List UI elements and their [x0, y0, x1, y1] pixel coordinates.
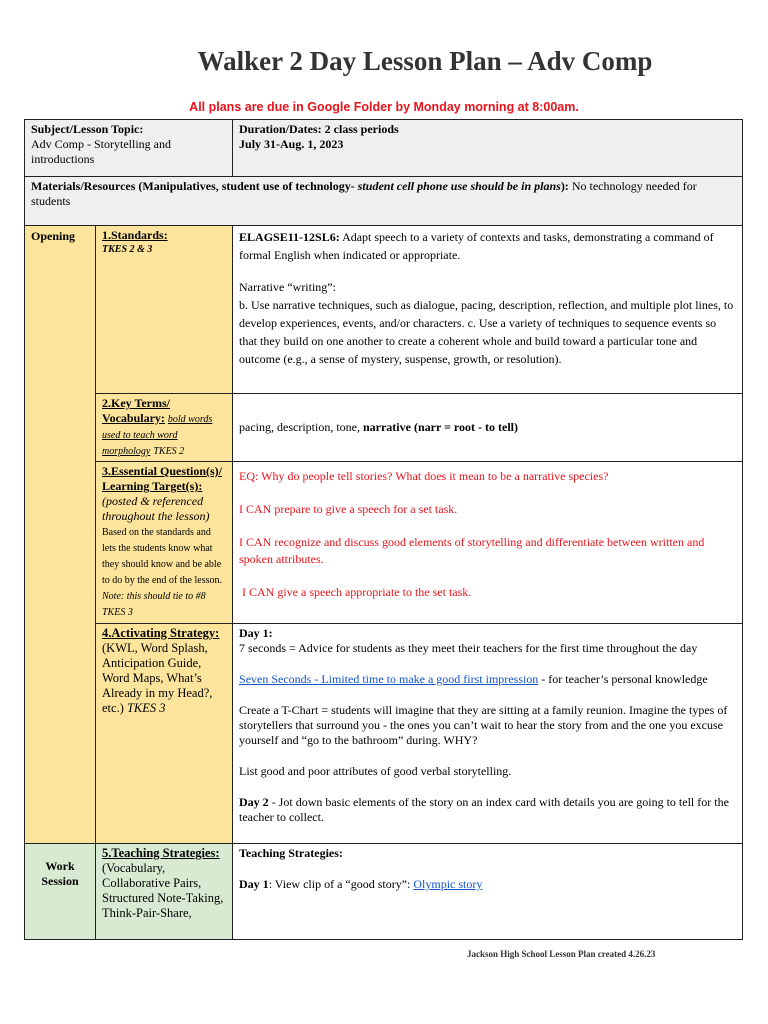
- teaching-content-cell: [233, 844, 743, 940]
- work-session-label: Work Session: [25, 844, 96, 940]
- teaching-list: (Vocabulary, Collaborative Pairs, Structured Note-Taking, Think-Pair-Share,: [102, 861, 224, 920]
- materials-label-end: ):: [560, 179, 569, 193]
- materials-value: No technology needed for students: [31, 179, 697, 208]
- standards-tkes: TKES 2 & 3: [102, 244, 153, 255]
- activating-heading: 4.Activating Strategy:: [102, 626, 220, 640]
- standards-heading: 1.Standards:: [102, 228, 168, 242]
- tchart-text: Create a T-Chart = students will imagine that they are sitting at a family reunion. Imagine the types of storytellers that surround you - the ones you can’t wait to hear the story from and the one you excuse yourself and “go to the bathroom” during. WHY?: [239, 703, 728, 747]
- teaching-day1-text: : View clip of a “good story”:: [268, 877, 411, 891]
- teaching-heading: 5.Teaching Strategies:: [102, 846, 220, 860]
- can-2: I CAN recognize and discuss good elements of storytelling and differentiate between written and spoken attributes.: [239, 535, 705, 566]
- lesson-plan-table: [24, 119, 743, 940]
- footer-text: Jackson High School Lesson Plan created 4.26.23: [467, 949, 656, 959]
- header-row: [25, 120, 743, 177]
- key-terms-row: [25, 394, 743, 462]
- subject-cell: [25, 120, 233, 177]
- essential-row: [25, 462, 743, 624]
- standards-text2: b. Use narrative techniques, such as dialogue, pacing, description, reflection, and multiple plot lines, to develop experiences, events, and/or characters. c. Use a variety of techniques to sequence events so that they build on one another to create a coherent whole and build toward a particular tone and outcome (e.g., a sense of mystery, suspense, growth, or resolution).: [239, 298, 734, 366]
- key-terms-note: bold words used to teach word morphology: [102, 414, 213, 457]
- essential-note-italic: (posted & referenced throughout the lesson): [102, 494, 210, 523]
- key-terms-heading: 2.Key Terms/ Vocabulary:: [102, 396, 170, 425]
- essential-content-cell: [233, 462, 743, 624]
- day1-label: Day 1:: [239, 626, 273, 640]
- seven-seconds-suffix: - for teacher’s personal knowledge: [541, 672, 708, 686]
- can-3: I CAN give a speech appropriate to the set task.: [242, 585, 472, 599]
- subject-label: Subject/Lesson Topic:: [31, 122, 144, 136]
- key-terms-plain: pacing, description, tone,: [239, 420, 360, 434]
- standards-code: ELAGSE11-12SL6:: [239, 230, 340, 244]
- activating-content-cell: [233, 624, 743, 844]
- day1-text: 7 seconds = Advice for students as they meet their teachers for the first time throughout the day: [239, 641, 698, 655]
- essential-label-cell: [96, 462, 233, 624]
- materials-cell: [25, 177, 743, 226]
- activating-tkes: TKES 3: [126, 701, 166, 715]
- subject-value: Adv Comp - Storytelling and introductions: [31, 137, 171, 166]
- seven-seconds-link[interactable]: Seven Seconds - Limited time to make a good first impression: [239, 672, 539, 686]
- teaching-right-heading: Teaching Strategies:: [239, 846, 343, 860]
- list-good-text: List good and poor attributes of good verbal storytelling.: [239, 764, 512, 778]
- page-title: Walker 2 Day Lesson Plan – Adv Comp: [197, 46, 653, 76]
- duration-label: Duration/Dates: 2 class periods: [239, 122, 399, 136]
- olympic-story-link[interactable]: Olympic story: [413, 877, 483, 891]
- standards-text1: Adapt speech to a variety of contexts and tasks, demonstrating a command of formal English when indicated or appropriate.: [239, 230, 714, 262]
- key-terms-content-cell: [233, 394, 743, 462]
- standards-content-cell: [233, 226, 743, 394]
- standards-row: [25, 226, 743, 394]
- day2-text: - Jot down basic elements of the story on an index card with details you are going to tell for the teacher to collect.: [239, 795, 729, 824]
- activating-row: [25, 624, 743, 844]
- materials-label: Materials/Resources (Manipulatives, student use of technology-: [31, 179, 355, 193]
- standards-label-cell: [96, 226, 233, 394]
- teaching-row: [25, 844, 743, 940]
- teaching-day1-label: Day 1: [239, 877, 269, 891]
- essential-heading: 3.Essential Question(s)/ Learning Target(s):: [102, 464, 223, 493]
- essential-note: Based on the standards and lets the students know what they should know and be able to do by the end of the lesson.: [102, 527, 222, 586]
- duration-value: July 31-Aug. 1, 2023: [239, 137, 344, 151]
- due-note: All plans are due in Google Folder by Monday morning at 8:00am.: [189, 100, 579, 114]
- teaching-label-cell: [96, 844, 233, 940]
- materials-label-italic: student cell phone use should be in plans: [357, 179, 561, 193]
- materials-row: [25, 177, 743, 226]
- essential-note-italic2: Note: this should tie to #8 TKES 3: [102, 591, 206, 618]
- key-terms-tkes: TKES 2: [153, 446, 185, 457]
- duration-cell: [233, 120, 743, 177]
- day2-label: Day 2: [239, 795, 269, 809]
- activating-label-cell: [96, 624, 233, 844]
- eq-text: EQ: Why do people tell stories? What does it mean to be a narrative species?: [239, 469, 609, 483]
- activating-list: (KWL, Word Splash, Anticipation Guide, Word Maps, What’s Already in my Head?, etc.): [102, 641, 213, 715]
- opening-label: Opening: [25, 226, 96, 844]
- key-terms-bold: narrative (narr = root - to tell): [362, 420, 518, 434]
- can-1: I CAN prepare to give a speech for a set task.: [239, 502, 458, 516]
- key-terms-label-cell: [96, 394, 233, 462]
- narrative-heading: Narrative “writing”:: [239, 280, 336, 294]
